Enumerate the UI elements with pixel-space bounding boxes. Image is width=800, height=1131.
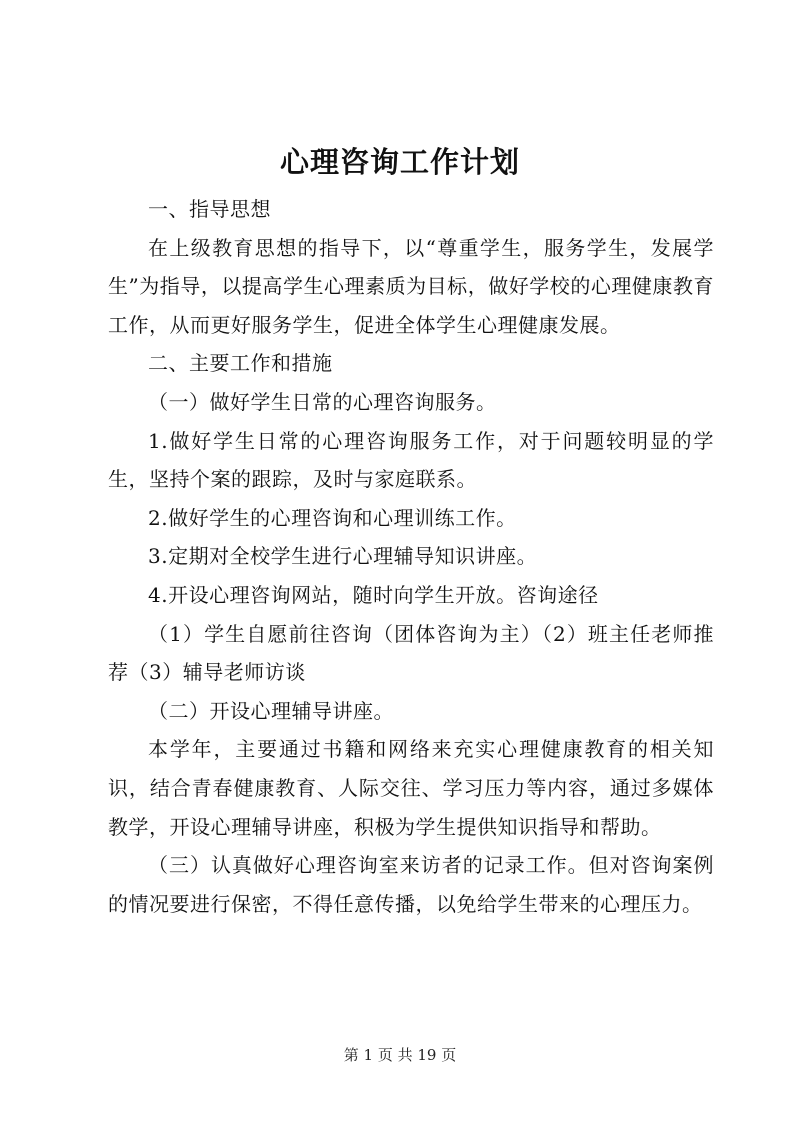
page-number-footer: 第 1 页 共 19 页 [343, 1046, 457, 1064]
section-heading-guiding-thought: 一、指导思想 [148, 197, 271, 221]
list-item-1: 1.做好学生日常的心理咨询服务工作，对于问题较明显的学生，坚持个案的跟踪，及时与家庭联系。 [108, 428, 714, 492]
subheading-lectures: （二）开设心理辅导讲座。 [148, 698, 394, 723]
subheading-daily-counseling: （一）做好学生日常的心理咨询服务。 [148, 389, 497, 414]
paragraph-lectures: 本学年，主要通过书籍和网络来充实心理健康教育的相关知识，结合青春健康教育、人际交往、学习压力等内容，通过多媒体教学，开设心理辅导讲座，积极为学生提供知识指导和帮助。 [108, 737, 714, 839]
list-item-3: 3.定期对全校学生进行心理辅导知识讲座。 [148, 544, 538, 569]
section-heading-main-work: 二、主要工作和措施 [148, 351, 333, 376]
list-item-2: 2.做好学生的心理咨询和心理训练工作。 [148, 505, 517, 530]
paragraph-counseling-channels: （1）学生自愿前往咨询（团体咨询为主）（2）班主任老师推荐（3）辅导老师访谈 [108, 621, 714, 685]
paragraph-guiding-thought: 在上级教育思想的指导下，以“尊重学生，服务学生，发展学生”为指导，以提高学生心理素质为目标，做好学校的心理健康教育工作，从而更好服务学生，促进全体学生心理健康发展。 [108, 235, 714, 337]
document-body [108, 190, 714, 923]
document-title: 心理咨询工作计划 [279, 145, 520, 179]
paragraph-records: （三）认真做好心理咨询室来访者的记录工作。但对咨询案例的情况要进行保密，不得任意传播，以免给学生带来的心理压力。 [108, 853, 714, 916]
list-item-4: 4.开设心理咨询网站，随时向学生开放。咨询途径 [148, 582, 599, 607]
